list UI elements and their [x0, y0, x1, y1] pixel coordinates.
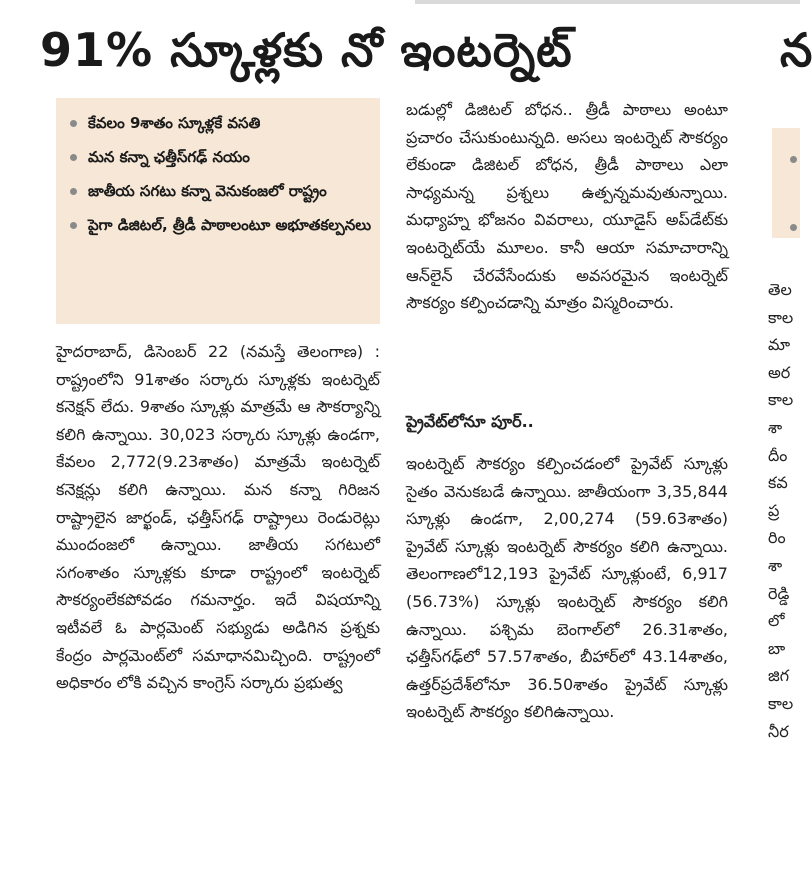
column2-subheading: ప్రైవేట్‌లోనూ పూర్..: [406, 412, 534, 431]
adjacent-text-line: కాల: [768, 390, 794, 410]
adjacent-text-line: లో: [768, 611, 785, 631]
adjacent-text-line: మా: [768, 335, 791, 355]
bullet-icon: [70, 222, 77, 229]
top-rule: [415, 0, 800, 4]
adjacent-text-line: కవ: [768, 473, 788, 493]
column2-paragraph-2: ఇంటర్నెట్ సౌకర్యం కల్పించడంలో ప్రైవేట్ స్కూళ్లు సైతం వెనుకబడే ఉన్నాయి. జాతీయంగా 3,35,844 స్కూళ్లు ఉండగా, 2,00,274 (59.63శాతం) ప్రైవేట్ స్కూళ్లు ఇంటర్నెట్ సౌకర్యం కలిగి ఉన్నాయి. తెలంగాణలో12,193 ప్రైవేట్ స్కూళ్లుంటే, 6,917 (56.73%) స్కూళ్లు ఇంటర్నెట్ సౌకర్యం కలిగి ఉన్నాయి. పశ్చిమ బెంగాల్‌లో 26.31శాతం, ఛత్తీస్‌గఢ్‌లో 57.57శాతం, బీహార్‌లో 43.14శాతం, ఉత్తర్‌ప్రదేశ్‌లోనూ 36.50శాతం ప్రైవేట్ స్కూళ్లు ఇంటర్నెట్ సౌకర్యం కలిగిఉన్నాయి.: [406, 454, 728, 722]
adjacent-text-line: రిం: [768, 528, 786, 548]
adjacent-text-line: తెల: [768, 280, 792, 299]
article-column-2: [406, 96, 728, 726]
adjacent-text-line: శా: [768, 417, 783, 437]
highlights-box: [56, 98, 380, 324]
adjacent-text-line: కాల: [768, 693, 794, 713]
adjacent-article-fragment: [768, 128, 800, 828]
adjacent-text-line: కాల: [768, 307, 794, 327]
highlight-item: [70, 106, 372, 140]
bullet-icon: [790, 156, 797, 163]
adjacent-text-line: శా: [768, 555, 783, 575]
article-column-1: హైదరాబాద్, డిసెంబర్ 22 (నమస్తే తెలంగాణ) : రాష్ట్రంలోని 91శాతం సర్కారు స్కూళ్లకు ఇంటర్నెట్ కనెక్షన్ లేదు. 9శాతం స్కూళ్లు మాత్రమే ఆ సౌకర్యాన్ని కలిగి ఉన్నాయి. 30,023 సర్కారు స్కూళ్లు ఉండగా, కేవలం 2,772(9.23శాతం) మాత్రమే ఇంటర్నెట్ కనెక్షన్లు కలిగి ఉన్నాయి. మన కన్నా గిరిజన రాష్ట్రాలైన జార్ఖండ్, ఛత్తీస్‌గఢ్ రాష్ట్రాలు రెండురెట్లు ముందంజలో ఉన్నాయి. జాతీయ సగటులో సగంశాతం స్కూళ్లకు కూడా రాష్ట్రంలో ఇంటర్నెట్ సౌకర్యంలేకపోవడం గమనార్హం. ఇదే విషయాన్ని ఇటీవలే ఓ పార్లమెంట్ సభ్యుడు అడిగిన ప్రశ్నకు కేంద్రం పార్లమెంట్‌లో సమాధానమిచ్చింది. రాష్ట్రంలో అధికారం లోకి వచ్చిన కాంగ్రెస్ సర్కారు ప్రభుత్వ: [56, 342, 380, 693]
highlight-item: [70, 174, 372, 208]
adjacent-text-lines: [768, 276, 800, 745]
adjacent-text-line: ప్ర: [768, 500, 780, 520]
adjacent-text-line: రెడ్డి: [768, 583, 790, 603]
headline: 91% స్కూళ్లకు నో ఇంటర్నెట్: [40, 23, 573, 77]
next-headline-fragment: న: [780, 23, 812, 77]
bullet-icon: [790, 224, 797, 231]
adjacent-text-line: నీర: [768, 721, 789, 741]
bullet-icon: [70, 188, 77, 195]
adjacent-highlight-box: [772, 128, 800, 238]
highlight-text: జాతీయ సగటు కన్నా వెనుకంజలో రాష్ట్రం: [88, 182, 327, 200]
adjacent-text-line: జిగ: [768, 666, 790, 686]
highlight-text: మన కన్నా ఛత్తీస్‌గఢ్ నయం: [88, 148, 250, 166]
highlight-item: [70, 208, 372, 242]
bullet-icon: [70, 120, 77, 127]
adjacent-text-line: అర: [768, 362, 791, 382]
highlight-text: పైగా డిజిటల్, త్రీడీ పాఠాలంటూ అభూతకల్పనలు: [88, 216, 372, 234]
highlight-item: [70, 140, 372, 174]
highlight-text: కేవలం 9శాతం స్కూళ్లకే వసతి: [88, 114, 261, 132]
bullet-icon: [70, 154, 77, 161]
adjacent-text-line: దీం: [768, 445, 788, 465]
column2-paragraph-1: బడుల్లో డిజిటల్ బోధన.. త్రీడీ పాఠాలు అంటూ ప్రచారం చేసుకుంటున్నది. అసలు ఇంటర్నెట్ సౌకర్యం లేకుండా డిజిటల్ బోధన, త్రీడీ పాఠాలు ఎలా సాధ్యమన్న ప్రశ్నలు ఉత్పన్నమవుతున్నాయి. మధ్యాహ్న భోజనం వివరాలు, యూడైస్ అప్‌డేట్‌కు ఇంటర్నెట్‌యే మూలం. కానీ ఆయా సమాచారాన్ని ఆన్‌లైన్ చేరవేసేందుకు అవసరమైన ఇంటర్నెట్ సౌకర్యం కల్పించడాన్ని మాత్రం విస్మరించారు.: [406, 100, 728, 313]
adjacent-text-line: బా: [768, 638, 786, 658]
